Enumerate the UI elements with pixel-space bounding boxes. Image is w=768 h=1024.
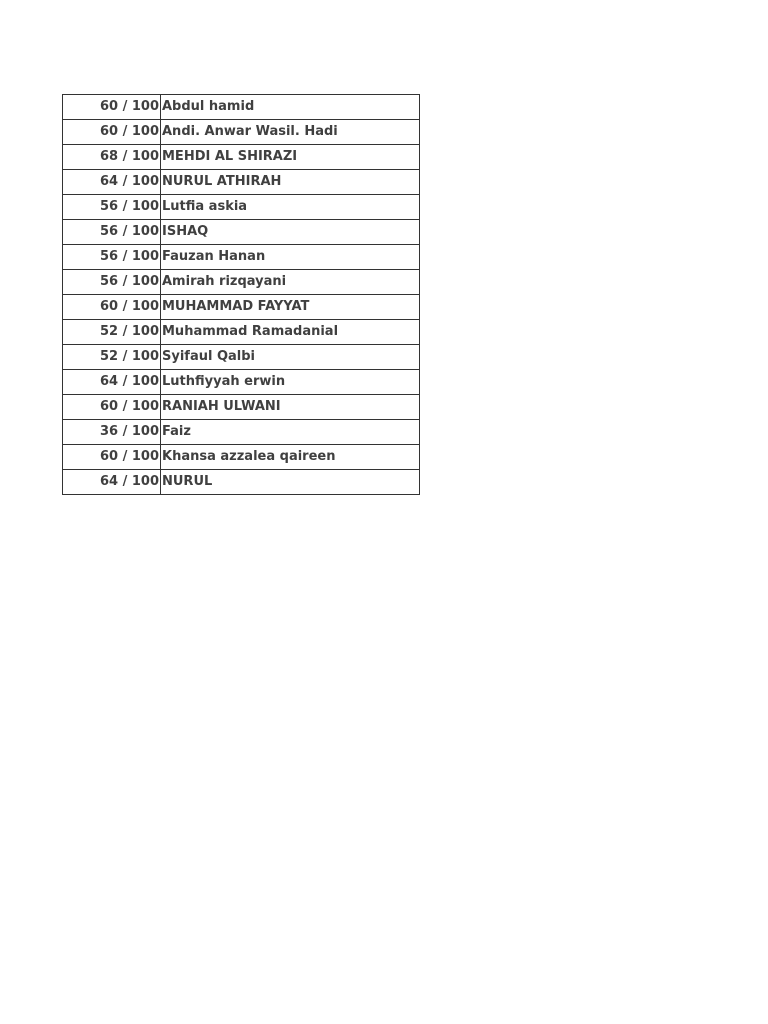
score-cell: 60 / 100 bbox=[63, 395, 161, 420]
score-cell: 56 / 100 bbox=[63, 245, 161, 270]
table-row bbox=[63, 470, 420, 495]
score-cell: 56 / 100 bbox=[63, 220, 161, 245]
student-name-cell: Syifaul Qalbi bbox=[161, 345, 420, 370]
score-table-body bbox=[63, 95, 420, 495]
score-cell: 36 / 100 bbox=[63, 420, 161, 445]
student-name-cell: Khansa azzalea qaireen bbox=[161, 445, 420, 470]
student-name-cell: Fauzan Hanan bbox=[161, 245, 420, 270]
score-cell: 56 / 100 bbox=[63, 270, 161, 295]
table-row bbox=[63, 145, 420, 170]
table-row bbox=[63, 270, 420, 295]
student-name-cell: Faiz bbox=[161, 420, 420, 445]
table-row bbox=[63, 445, 420, 470]
table-row bbox=[63, 420, 420, 445]
score-cell: 64 / 100 bbox=[63, 470, 161, 495]
score-cell: 60 / 100 bbox=[63, 445, 161, 470]
table-row bbox=[63, 320, 420, 345]
table-row bbox=[63, 370, 420, 395]
student-name-cell: RANIAH ULWANI bbox=[161, 395, 420, 420]
score-cell: 52 / 100 bbox=[63, 345, 161, 370]
table-row bbox=[63, 170, 420, 195]
score-table bbox=[62, 94, 420, 495]
student-name-cell: MUHAMMAD FAYYAT bbox=[161, 295, 420, 320]
student-name-cell: Muhammad Ramadanial bbox=[161, 320, 420, 345]
score-cell: 68 / 100 bbox=[63, 145, 161, 170]
score-cell: 52 / 100 bbox=[63, 320, 161, 345]
score-cell: 60 / 100 bbox=[63, 295, 161, 320]
student-name-cell: MEHDI AL SHIRAZI bbox=[161, 145, 420, 170]
student-name-cell: Luthfiyyah erwin bbox=[161, 370, 420, 395]
table-row bbox=[63, 295, 420, 320]
score-cell: 60 / 100 bbox=[63, 120, 161, 145]
table-row bbox=[63, 120, 420, 145]
student-name-cell: Amirah rizqayani bbox=[161, 270, 420, 295]
student-name-cell: Andi. Anwar Wasil. Hadi bbox=[161, 120, 420, 145]
student-name-cell: ISHAQ bbox=[161, 220, 420, 245]
student-name-cell: NURUL bbox=[161, 470, 420, 495]
table-row bbox=[63, 245, 420, 270]
table-row bbox=[63, 345, 420, 370]
table-row bbox=[63, 220, 420, 245]
table-row bbox=[63, 395, 420, 420]
score-cell: 60 / 100 bbox=[63, 95, 161, 120]
table-row bbox=[63, 95, 420, 120]
score-cell: 56 / 100 bbox=[63, 195, 161, 220]
student-name-cell: Lutfia askia bbox=[161, 195, 420, 220]
score-cell: 64 / 100 bbox=[63, 170, 161, 195]
score-cell: 64 / 100 bbox=[63, 370, 161, 395]
table-row bbox=[63, 195, 420, 220]
student-name-cell: NURUL ATHIRAH bbox=[161, 170, 420, 195]
student-name-cell: Abdul hamid bbox=[161, 95, 420, 120]
